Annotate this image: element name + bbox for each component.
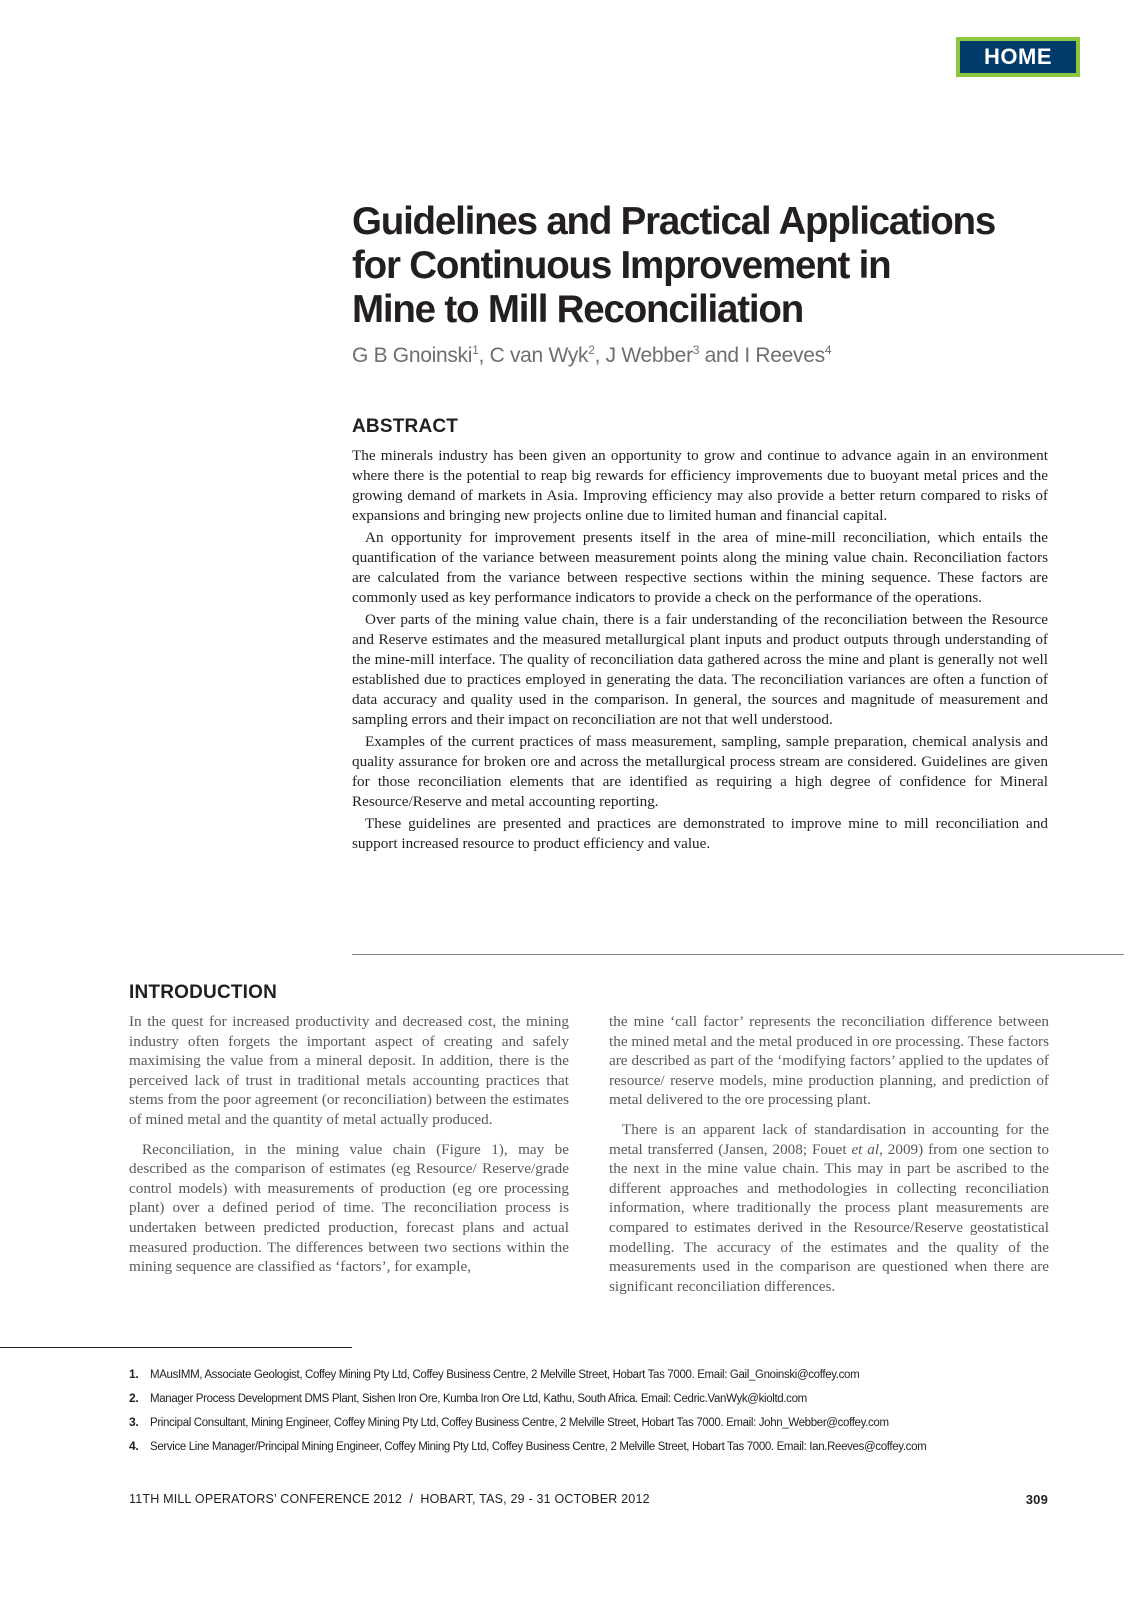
title-line: Mine to Mill Reconciliation (352, 288, 804, 331)
abstract-paragraph: These guidelines are presented and practices are demonstrated to improve mine to mill reconciliation and support increased resource to product efficiency and value. (352, 815, 1048, 852)
author-list (352, 344, 1052, 368)
introduction-heading: INTRODUCTION (129, 982, 278, 1003)
footnote (129, 1391, 1089, 1415)
footnote-rule (0, 1347, 352, 1348)
body-paragraph: In the quest for increased productivity and decreased cost, the mining industry often forgets the important aspect of creating and safely maximising the value from a mineral deposit. In addition, there is the perceived lack of trust in traditional metals accounting practices that stems from the poor agreement (or reconciliation) between the estimates of mined metal and the quantity of metal actually produced. (129, 1013, 569, 1128)
author-affiliation-marker: 2 (588, 343, 595, 357)
section-divider (352, 954, 1124, 955)
home-button[interactable]: HOME (956, 37, 1080, 77)
footnote (129, 1415, 1089, 1439)
abstract-heading: ABSTRACT (352, 416, 459, 437)
author-separator: and (699, 344, 745, 367)
paper-title (352, 200, 1052, 332)
abstract-paragraph: Over parts of the mining value chain, there is a fair understanding of the reconciliation between the Resource and Reserve estimates and the measured metallurgical plant inputs and product outputs through understanding of the mine-mill interface. The quality of reconciliation data gathered across the mine and plant is generally not well established due to practices employed in generating the data. The reconciliation variances are often a function of data accuracy and quality used in the comparison. In general, the sources and magnitude of measurement and sampling errors and their impact on reconciliation are not that well understood. (352, 611, 1048, 728)
abstract-paragraph: An opportunity for improvement presents itself in the area of mine-mill reconciliation, which entails the quantification of the variance between measurement points along the mining value chain. Reconciliation factors are calculated from the variance between respective sections within the mining sequence. These factors are commonly used as key performance indicators to provide a check on the performance of the operations. (352, 529, 1048, 606)
body-text: , 2009) from one section to the next in the mine value chain. This may in part be ascribed to the different approaches and methodologies in collecting reconciliation information, where traditionally the process plant measurements are compared to estimates derived in the Resource/Reserve geostatistical modelling. The accuracy of the estimates and the quality of the measurements used in the comparison are questioned when there are significant reconciliation differences. (609, 1140, 1049, 1295)
body-paragraph (609, 1120, 1049, 1296)
footnote-number: 3. (129, 1415, 139, 1429)
footnote (129, 1367, 1089, 1391)
footnote-text: MAusIMM, Associate Geologist, Coffey Mining Pty Ltd, Coffey Business Centre, 2 Melville Street, Hobart Tas 7000. Email: Gail_Gnoinski@coffey.com (150, 1369, 860, 1381)
author-affiliation-marker: 4 (824, 343, 832, 357)
footnote-number: 1. (129, 1367, 139, 1381)
footnote-text: Manager Process Development DMS Plant, Sishen Iron Ore, Kumba Iron Ore Ltd, Kathu, South Africa. Email: Cedric.VanWyk@kioltd.com (150, 1393, 807, 1405)
author-affiliation-marker: 3 (692, 343, 700, 357)
footnote-text: Principal Consultant, Mining Engineer, Coffey Mining Pty Ltd, Coffey Business Centre, 2 Melville Street, Hobart Tas 7000. Email: John_Webber@coffey.com (150, 1417, 889, 1429)
page-number: 309 (1025, 1492, 1048, 1507)
introduction-right-column (609, 1012, 1049, 1306)
body-text: There is an apparent lack of standardisation in accounting for the metal transferred (Jansen, 2008; Fouet (609, 1120, 1049, 1158)
conference-line: 11TH MILL OPERATORS’ CONFERENCE 2012 / HOBART, TAS, 29 - 31 OCTOBER 2012 (129, 1492, 650, 1506)
author-name: I Reeves (744, 344, 825, 367)
author-name: C van Wyk (489, 344, 589, 367)
title-line: Guidelines and Practical Applications (352, 200, 996, 243)
footnote-number: 4. (129, 1439, 139, 1453)
introduction-left-column (129, 1012, 569, 1287)
footnote (129, 1439, 1089, 1463)
author-name: G B Gnoinski (352, 344, 473, 367)
abstract-body (352, 446, 1048, 856)
footnote-number: 2. (129, 1391, 139, 1405)
author-name: J Webber (605, 344, 693, 367)
author-separator: , (594, 344, 606, 367)
abstract-paragraph: Examples of the current practices of mass measurement, sampling, sample preparation, chemical analysis and quality assurance for broken ore and across the metallurgical process stream are considered. Guidelines are given for those reconciliation elements that are identified as requiring a high degree of confidence for Mineral Resource/Reserve and metal accounting reporting. (352, 733, 1048, 810)
author-separator: , (478, 344, 490, 367)
abstract-paragraph: The minerals industry has been given an opportunity to grow and continue to advance again in an environment where there is the potential to reap big rewards for efficiency improvements due to buoyant metal prices and the growing demand of markets in Asia. Improving efficiency may also provide a better return compared to risks of expansions and bringing new projects online due to limited human and financial capital. (352, 447, 1048, 524)
citation-et-al: et al (851, 1140, 880, 1158)
page-footer (129, 1492, 1048, 1507)
body-paragraph: Reconciliation, in the mining value chain (Figure 1), may be described as the comparison of estimates (eg Resource/ Reserve/grade control models) with measurements of production (eg ore processing plant) over a defined period of time. The reconciliation process is undertaken between predicted production, forecast plans and actual measured production. The differences between two sections within the mining sequence are classified as ‘factors’, for example, (129, 1140, 569, 1276)
footnote-text: Service Line Manager/Principal Mining Engineer, Coffey Mining Pty Ltd, Coffey Business Centre, 2 Melville Street, Hobart Tas 7000. Email: Ian.Reeves@coffey.com (150, 1441, 927, 1453)
author-affiliation-marker: 1 (472, 343, 479, 357)
title-line: for Continuous Improvement in (352, 244, 891, 287)
footnotes (129, 1367, 1089, 1463)
body-paragraph: the mine ‘call factor’ represents the reconciliation difference between the mined metal and the metal produced in ore processing. These factors are described as part of the ‘modifying factors’ applied to the updates of resource/ reserve models, mine production planning, and prediction of metal delivered to the ore processing plant. (609, 1013, 1050, 1109)
